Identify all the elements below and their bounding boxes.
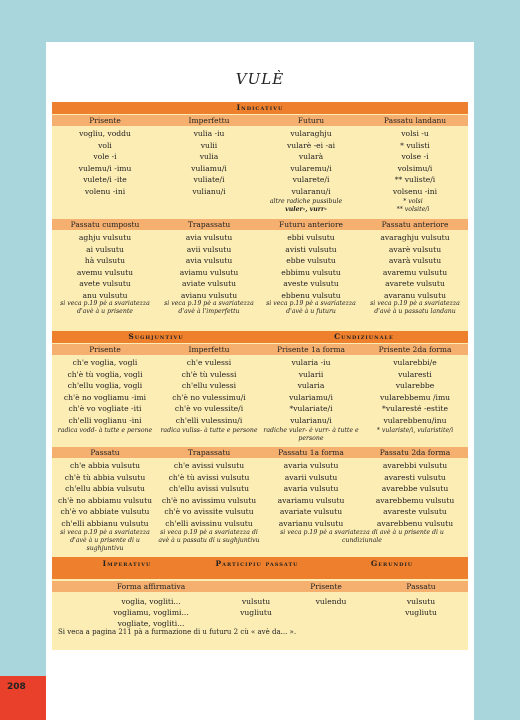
column-header: Futuru (297, 116, 325, 125)
conjugation-cell: avarà vulsutu (388, 256, 442, 265)
conjugation-cell: avemu vulsutu (76, 267, 134, 277)
section-bar-sughjuntivu (52, 331, 468, 343)
page (46, 42, 474, 720)
column-header: Passatu 1a forma (278, 448, 344, 457)
conjugation-cell: volsi -u (401, 129, 429, 138)
section-label-imperativu: Imperativu (102, 559, 152, 568)
conjugation-cell: ch'elli voglianu -ini (68, 415, 142, 425)
conjugation-cell: ch'e vulessi (186, 358, 232, 367)
participiu-form: vulsutu (241, 597, 271, 606)
conjugation-cell: vuliamu/i (191, 163, 227, 173)
conjugation-cell: avariate vulsutu (279, 507, 343, 516)
column-header: Passatu cumpostu (70, 220, 140, 229)
conjugation-cell: ch'ellu abbia vulsutu (65, 484, 145, 493)
column-header: Trapassatu (187, 220, 231, 229)
conjugation-cell: avarè vulsutu (388, 244, 442, 254)
conjugation-cell: vulete/i -ite (83, 175, 127, 184)
conjugation-cell: avete vulsutu (79, 279, 131, 288)
conjugation-cell: vularebbenu/inu (383, 415, 447, 425)
conjugation-cell: ** vuliste/i (394, 175, 436, 184)
conjugation-cell: aghju vulsutu (78, 233, 132, 242)
conjugation-cell: vulia (199, 152, 219, 161)
conjugation-cell: ch'e voglia, vogli (72, 358, 138, 367)
conjugation-cell: vulii (200, 140, 218, 150)
conjugation-cell: voli (98, 140, 112, 150)
column-header: Passatu (90, 448, 120, 457)
conjugation-cell: vogliu, voddu (79, 129, 131, 138)
conjugation-cell: avaranu vulsutu (383, 290, 447, 300)
gerundiu-prisente-form: vulendu (315, 597, 347, 606)
conjugation-cell: avarebbemu vulsutu (375, 495, 455, 505)
section-note: radica vodd- à tutte e persone (57, 427, 153, 434)
page-title: VULÈ (235, 70, 285, 88)
conjugation-cell: ch'e abbia vulsutu (69, 461, 141, 470)
conjugation-cell: ch'è no vulessimu/i (172, 392, 246, 402)
conjugation-cell: ebbimu vulsutu (281, 267, 341, 277)
header-gerundiu-passatu: Passatu (406, 582, 436, 591)
conjugation-cell: volenu -ini (84, 186, 126, 196)
conjugation-cell: avaraghju vulsutu (380, 233, 450, 242)
conjugation-cell: vulariamu/i (289, 392, 333, 402)
conjugation-cell: ch'ellu voglia, vogli (67, 381, 143, 390)
conjugation-cell: *vularesté -estite (382, 404, 448, 413)
conjugation-cell: avaria vulsutu (283, 484, 339, 493)
gerundiu-passatu-form: vulsutu (406, 597, 436, 606)
conjugation-cell: vularà (298, 152, 324, 161)
conjugation-cell: volsenu -ini (392, 186, 438, 196)
conjugation-cell: vularebbe (395, 381, 435, 390)
conjugation-cell: avarianu vulsutu (278, 518, 344, 528)
section-bar-indicativu (52, 102, 468, 114)
section-note: si veca p.19 pè a svariatezza d'avè à u prisente (60, 300, 150, 315)
conjugation-cell: avianu vulsutu (180, 290, 238, 300)
header-forma-affirmativa: Forma affirmativa (116, 582, 186, 591)
column-header: Imperfettu (188, 116, 230, 125)
section-label-cundiziunale: Cundiziunale (334, 332, 394, 341)
conjugation-cell: vularia -iu (291, 358, 331, 367)
section-label-indicativu: Indicativu (236, 103, 284, 112)
conjugation-cell: ch'è tù avissi vulsutu (168, 472, 250, 482)
conjugation-cell: anu vulsutu (82, 290, 128, 300)
conjugation-cell: vularebbi/e (393, 358, 437, 367)
conjugation-cell: vularii (298, 369, 324, 379)
section-note: si veca p.19 pè a svariatezza di avè à u passatu di u sughjuntivu (158, 529, 260, 544)
conjugation-cell: avareste vulsutu (383, 507, 447, 516)
conjugation-cell: avariamu vulsutu (277, 495, 345, 505)
conjugation-cell: avia vulsutu (185, 256, 233, 265)
conjugation-cell: aviamu vulsutu (179, 267, 239, 277)
conjugation-cell: * vulisti (400, 140, 430, 150)
conjugation-cell: ai vulsutu (86, 244, 124, 254)
column-header: Prisente (89, 116, 121, 125)
gerundiu-passatu-form: vugliutu (405, 608, 437, 617)
note-futuru: altre radiche pussibule vuler-, vurr- (269, 198, 343, 213)
conjugation-cell: vole -i (93, 152, 117, 161)
conjugation-cell: *vulariate/i (289, 404, 333, 413)
conjugation-cell: vuliate/i (193, 175, 225, 184)
conjugation-cell: vulemu/i -imu (78, 163, 132, 173)
conjugation-cell: ch'ellu avissi vulsutu (168, 484, 250, 493)
conjugation-cell: avarebbenu vulsutu (376, 518, 454, 528)
conjugation-cell: ebbi vulsutu (287, 233, 335, 242)
section-note: si veca p.19 pè a svariatezza d'avè à u prisente di u sughjuntivu (60, 529, 150, 552)
conjugation-cell: avaria vulsutu (283, 461, 339, 470)
conjugation-cell: avarii vulsutu (284, 472, 338, 482)
conjugation-cell: avarebbi vulsutu (382, 461, 448, 470)
section-note: si veca p.19 pè a svariatezza d'avè à u futuru (266, 300, 356, 315)
conjugation-cell: volsimu/i (397, 163, 433, 173)
conjugation-cell: ebbe vulsutu (286, 256, 336, 265)
conjugation-cell: vularia (297, 381, 325, 390)
imperativu-form: vogliamu, voglimi... (113, 608, 189, 617)
conjugation-cell: ebbenu vulsutu (281, 290, 341, 300)
section-label-participiu: Participiu passatu (215, 559, 299, 568)
section-note: radiche vuler- è vurr- à tutte e persone (263, 427, 359, 442)
column-header: Prisente (89, 345, 121, 354)
column-header: Passatu 2da forma (379, 448, 451, 457)
conjugation-cell: ch'ellu vulessi (181, 381, 237, 390)
section-label-gerundiu: Gerundiu (370, 559, 414, 568)
conjugation-cell: aviate vulsutu (181, 279, 237, 288)
section-note: si veca p.19 pè a svariatezza d'avè à u passatu landanu (370, 300, 460, 315)
section-label-sughjuntivu: Sughjuntivu (128, 332, 184, 341)
conjugation-cell: vularianu/i (290, 415, 332, 425)
conjugation-cell: ch'è vo abbiate vulsutu (60, 507, 150, 516)
conjugation-cell: avaresti vulsutu (384, 472, 446, 482)
imperativu-form: vogliate, vogliti... (117, 619, 185, 628)
conjugation-cell: avarebbe vulsutu (381, 484, 449, 493)
column-header: Passatu landanu (383, 116, 447, 125)
footnote: Si veca a pagina 211 pà a furmazione di u futuru 2 cù « avè da... ». (58, 628, 297, 636)
conjugation-cell: vularè -ei -ai (286, 140, 336, 150)
conjugation-cell: ch'elli vulessinu/i (175, 415, 243, 425)
conjugation-cell: vulia -iu (193, 129, 225, 138)
conjugation-cell: ch'è no avissimu vulsutu (161, 495, 257, 505)
conjugation-cell: avia vulsutu (185, 233, 233, 242)
conjugation-cell: ch'elli avissinu vulsutu (165, 518, 253, 528)
column-header: Prisente 2da forma (378, 345, 452, 354)
conjugation-cell: volse -i (401, 152, 429, 161)
conjugation-cell: ch'è vo avissite vulsutu (164, 507, 254, 516)
header-gerundiu-prisente: Prisente (310, 582, 342, 591)
conjugation-cell: vulianu/i (192, 186, 226, 196)
column-header: Trapassatu (187, 448, 231, 457)
section-note: si veca p.19 pè a svariatezza d'avè à l'imperfettu (164, 300, 254, 315)
page-number: 208 (7, 682, 26, 692)
column-header: Prisente 1a forma (276, 345, 346, 354)
column-header: Passatu anteriore (381, 220, 449, 229)
imperativu-form: voglia, vogliti... (121, 597, 181, 606)
section-note: radica vuliss- à tutte e persone (160, 427, 258, 434)
conjugation-cell: vularaghju (290, 129, 332, 138)
column-header: Imperfettu (188, 345, 230, 354)
conjugation-cell: vularete/i (292, 175, 330, 184)
conjugation-cell: avisti vulsutu (285, 244, 337, 254)
participiu-form: vugliutu (240, 608, 272, 617)
note-passatu: * volsi ** volsite/i (396, 198, 430, 213)
conjugation-cell: vularemu/i (290, 163, 332, 173)
conjugation-cell: avii vulsutu (186, 244, 232, 254)
column-header: Futuru anteriore (279, 220, 343, 229)
conjugation-cell: ch'è vo vulessite/i (174, 404, 244, 413)
section-note: si veca p.19 pè a svariatezza di avè à u prisente di u cundiziunale (280, 529, 444, 544)
conjugation-cell: ch'è no abbiamu vulsutu (57, 495, 153, 505)
conjugation-cell: ch'è tù vulessi (181, 369, 237, 379)
section-note: * vulariste/i, vularistite/i (376, 427, 454, 434)
conjugation-cell: ch'e avissi vulsutu (173, 461, 245, 470)
conjugation-cell: vularesti (398, 369, 432, 379)
conjugation-cell: ch'è vo vogliate -iti (68, 404, 142, 413)
conjugation-cell: ch'è tù voglia, vogli (67, 369, 143, 379)
conjugation-cell: avaremu vulsutu (382, 267, 448, 277)
conjugation-cell: ch'è tù abbia vulsutu (64, 472, 146, 482)
conjugation-cell: avarete vulsutu (385, 279, 445, 288)
conjugation-cell: vularebbemu /imu (379, 392, 451, 402)
conjugation-cell: ch'elli abbianu vulsutu (61, 518, 149, 528)
section-bar-bottom (52, 557, 468, 579)
conjugation-cell: ch'è no vogliamu -imi (63, 392, 147, 402)
conjugation-cell: aveste vulsutu (283, 279, 339, 288)
conjugation-cell: hà vulsutu (84, 256, 126, 265)
conjugation-cell: vularanu/i (291, 186, 331, 196)
